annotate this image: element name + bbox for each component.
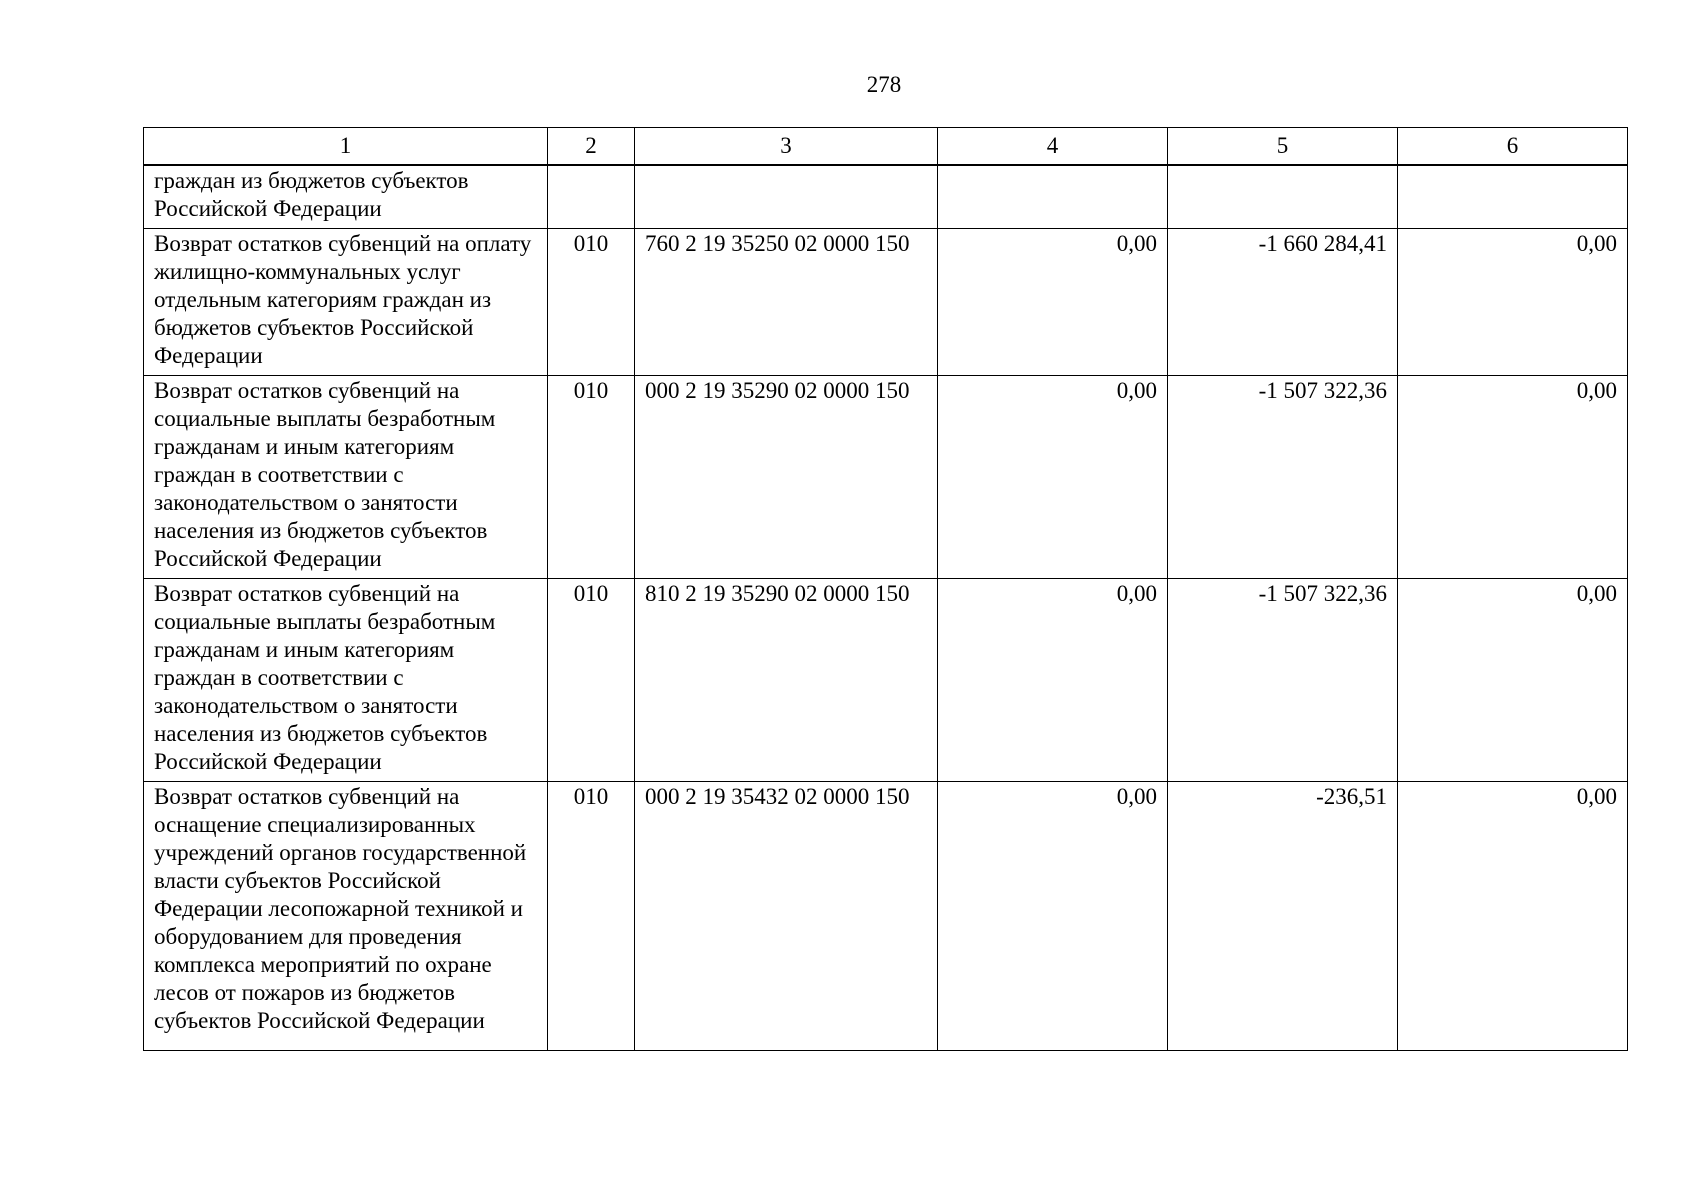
row-value-5-cell [1168,165,1398,229]
row-value-6-cell: 0,00 [1398,579,1628,782]
row-kbk-cell [635,165,938,229]
row-name-cell: Возврат остатков субвенций на оснащение специализированных учреждений органов государственной власти субъектов Российской Федерации лесопожарной техникой и оборудованием для проведения комплекса мероприятий по охране лесов от пожаров из бюджетов субъектов Российской Федерации [144,782,548,1051]
row-value-5-cell: -1 507 322,36 [1168,579,1398,782]
column-header-5: 5 [1168,128,1398,166]
row-kbk-cell: 810 2 19 35290 02 0000 150 [635,579,938,782]
row-value-4-cell: 0,00 [938,376,1168,579]
row-value-6-cell [1398,165,1628,229]
row-code-cell: 010 [548,782,635,1051]
row-name-cell: Возврат остатков субвенций на социальные выплаты безработным гражданам и иным категориям граждан в соответствии с законодательством о занятости населения из бюджетов субъектов Российской Федерации [144,376,548,579]
row-value-5-cell: -1 507 322,36 [1168,376,1398,579]
row-code-cell: 010 [548,579,635,782]
row-kbk-cell: 760 2 19 35250 02 0000 150 [635,229,938,376]
column-header-4: 4 [938,128,1168,166]
column-header-6: 6 [1398,128,1628,166]
column-header-2: 2 [548,128,635,166]
table-header-row [144,128,1628,166]
row-value-6-cell: 0,00 [1398,782,1628,1051]
table-row [144,579,1628,782]
row-value-5-cell: -1 660 284,41 [1168,229,1398,376]
row-value-4-cell: 0,00 [938,782,1168,1051]
row-code-cell: 010 [548,376,635,579]
row-value-4-cell [938,165,1168,229]
table-row [144,782,1628,1051]
row-value-6-cell: 0,00 [1398,229,1628,376]
row-name-cell: граждан из бюджетов субъектов Российской Федерации [144,165,548,229]
column-header-1: 1 [144,128,548,166]
table-row [144,229,1628,376]
table-row [144,376,1628,579]
budget-table [143,127,1628,1051]
row-code-cell: 010 [548,229,635,376]
row-value-4-cell: 0,00 [938,579,1168,782]
column-header-3: 3 [635,128,938,166]
table-row [144,165,1628,229]
row-code-cell [548,165,635,229]
row-value-5-cell: -236,51 [1168,782,1398,1051]
page-number: 278 [866,72,902,97]
row-name-cell: Возврат остатков субвенций на оплату жилищно-коммунальных услуг отдельным категориям граждан из бюджетов субъектов Российской Федерации [144,229,548,376]
row-kbk-cell: 000 2 19 35432 02 0000 150 [635,782,938,1051]
row-name-cell: Возврат остатков субвенций на социальные выплаты безработным гражданам и иным категориям граждан в соответствии с законодательством о занятости населения из бюджетов субъектов Российской Федерации [144,579,548,782]
row-value-4-cell: 0,00 [938,229,1168,376]
row-kbk-cell: 000 2 19 35290 02 0000 150 [635,376,938,579]
row-value-6-cell: 0,00 [1398,376,1628,579]
